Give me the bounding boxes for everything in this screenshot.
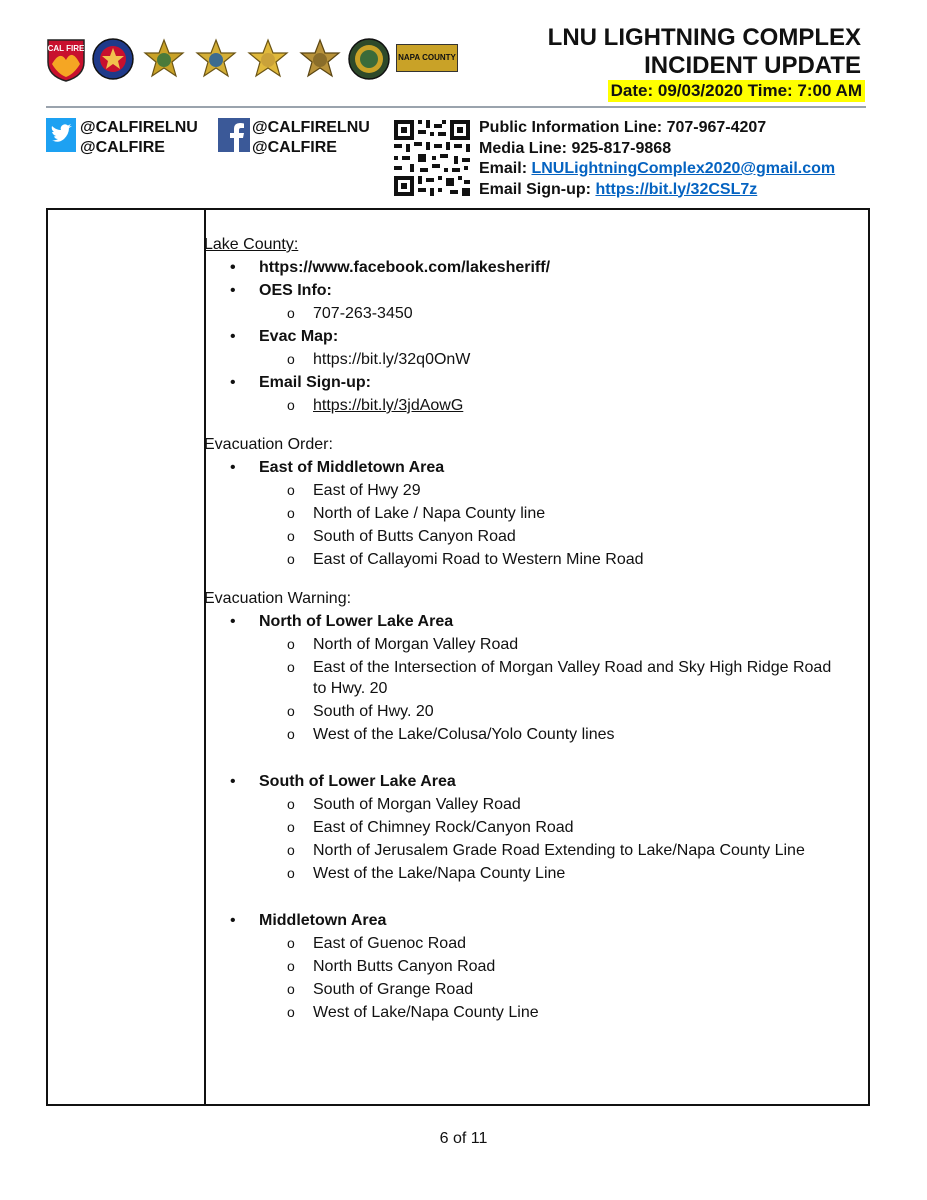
email-signup-line: Email Sign-up: https://bit.ly/32CSL7z bbox=[479, 180, 758, 198]
email-signup-link[interactable]: https://bit.ly/32CSL7z bbox=[595, 180, 758, 198]
facebook-icon bbox=[218, 118, 250, 152]
table-content-cell bbox=[204, 234, 844, 1023]
lake-signup-link[interactable]: o https://bit.ly/3jdAowG bbox=[259, 395, 844, 416]
evacuation-order-list bbox=[204, 457, 844, 570]
media-line: Media Line: 925-817-9868 bbox=[479, 139, 672, 157]
sheriff-star-logo-4 bbox=[298, 38, 342, 82]
list-item: o North of Lake / Napa County line bbox=[259, 503, 844, 524]
sheriff-star-logo-3 bbox=[246, 38, 290, 82]
sheriff-star-logo-2 bbox=[194, 38, 238, 82]
list-item: o West of the Lake/Colusa/Yolo County lines bbox=[259, 724, 844, 745]
title-line-1: LNU LIGHTNING COMPLEX bbox=[547, 24, 861, 51]
list-item: o West of Lake/Napa County Line bbox=[259, 1002, 844, 1023]
list-item: o North of Jerusalem Grade Road Extending to Lake/Napa County Line bbox=[259, 840, 844, 861]
warning-area-name: South of Lower Lake Area bbox=[259, 773, 456, 790]
oes-phone: o 707-263-3450 bbox=[259, 303, 844, 324]
facebook-handle-1: @CALFIRELNU bbox=[252, 119, 370, 136]
fire-department-patch-logo bbox=[92, 38, 134, 80]
list-item: o East of Chimney Rock/Canyon Road bbox=[259, 817, 844, 838]
header-divider bbox=[46, 106, 866, 108]
list-item: o South of Butts Canyon Road bbox=[259, 526, 844, 547]
warning-area-name: North of Lower Lake Area bbox=[259, 613, 454, 630]
twitter-handles bbox=[80, 118, 198, 158]
evacuation-warning-heading: Evacuation Warning: bbox=[204, 590, 352, 607]
list-item-oes: • OES Info: o 707-263-3450 bbox=[204, 280, 844, 324]
list-item: o South of Grange Road bbox=[259, 979, 844, 1000]
public-info-phone[interactable]: 707-967-4207 bbox=[666, 119, 767, 136]
county-seal-logo bbox=[348, 38, 390, 80]
list-item: o East of Callayomi Road to Western Mine Road bbox=[259, 549, 844, 570]
list-item: o West of the Lake/Napa County Line bbox=[259, 863, 844, 884]
cal-fire-logo bbox=[46, 38, 86, 82]
evac-map-link[interactable]: o https://bit.ly/32q0OnW bbox=[259, 349, 844, 370]
list-item: o North of Morgan Valley Road bbox=[259, 634, 844, 655]
media-line-phone[interactable]: 925-817-9868 bbox=[571, 139, 672, 157]
contact-info bbox=[479, 118, 835, 200]
sheriff-star-logo-1 bbox=[142, 38, 186, 82]
list-item: o East of the Intersection of Morgan Valley Road and Sky High Ridge Road to Hwy. 20 bbox=[259, 657, 844, 699]
evac-order-area: East of Middletown Area bbox=[259, 459, 445, 476]
evacuation-warning-list bbox=[204, 611, 844, 745]
list-item: o South of Hwy. 20 bbox=[259, 701, 844, 722]
warning-area-name: Middletown Area bbox=[259, 912, 387, 929]
napa-county-oes-logo: NAPA COUNTY bbox=[396, 44, 458, 72]
email-line: Email: LNULightningComplex2020@gmail.com bbox=[479, 160, 836, 177]
lake-county-heading: Lake County: bbox=[204, 236, 299, 253]
lake-county-facebook-link[interactable]: • https://www.facebook.com/lakesheriff/ bbox=[204, 257, 844, 278]
page-title bbox=[548, 24, 861, 80]
twitter-icon bbox=[46, 118, 76, 152]
facebook-handle-2: @CALFIRE bbox=[252, 139, 337, 156]
email-link[interactable]: LNULightningComplex2020@gmail.com bbox=[531, 160, 836, 177]
list-item bbox=[204, 611, 844, 745]
evacuation-warning-list-2 bbox=[204, 771, 844, 884]
date-time-highlight: Date: 09/03/2020 Time: 7:00 AM bbox=[608, 80, 865, 102]
list-item bbox=[204, 457, 844, 570]
list-item: o East of Hwy 29 bbox=[259, 480, 844, 501]
facebook-handles bbox=[252, 118, 370, 158]
list-item bbox=[204, 910, 844, 1023]
list-item-email-signup: • Email Sign-up: o https://bit.ly/3jdAowG bbox=[204, 372, 844, 416]
qr-code-icon bbox=[392, 118, 472, 198]
title-line-2: INCIDENT UPDATE bbox=[644, 52, 861, 79]
lake-county-list bbox=[204, 257, 844, 416]
twitter-handle-2: @CALFIRE bbox=[80, 139, 165, 156]
page-number: 6 of 11 bbox=[439, 1130, 488, 1147]
evacuation-order-heading: Evacuation Order: bbox=[204, 436, 333, 453]
evacuation-warning-list-3 bbox=[204, 910, 844, 1023]
list-item bbox=[204, 771, 844, 884]
list-item-evac-map: • Evac Map: o https://bit.ly/32q0OnW bbox=[204, 326, 844, 370]
twitter-handle-1: @CALFIRELNU bbox=[80, 119, 198, 136]
list-item: o East of Guenoc Road bbox=[259, 933, 844, 954]
svg-text:CAL FIRE: CAL FIRE bbox=[47, 44, 85, 53]
list-item: o North Butts Canyon Road bbox=[259, 956, 844, 977]
public-info-line: Public Information Line: 707-967-4207 bbox=[479, 119, 767, 136]
list-item: o South of Morgan Valley Road bbox=[259, 794, 844, 815]
